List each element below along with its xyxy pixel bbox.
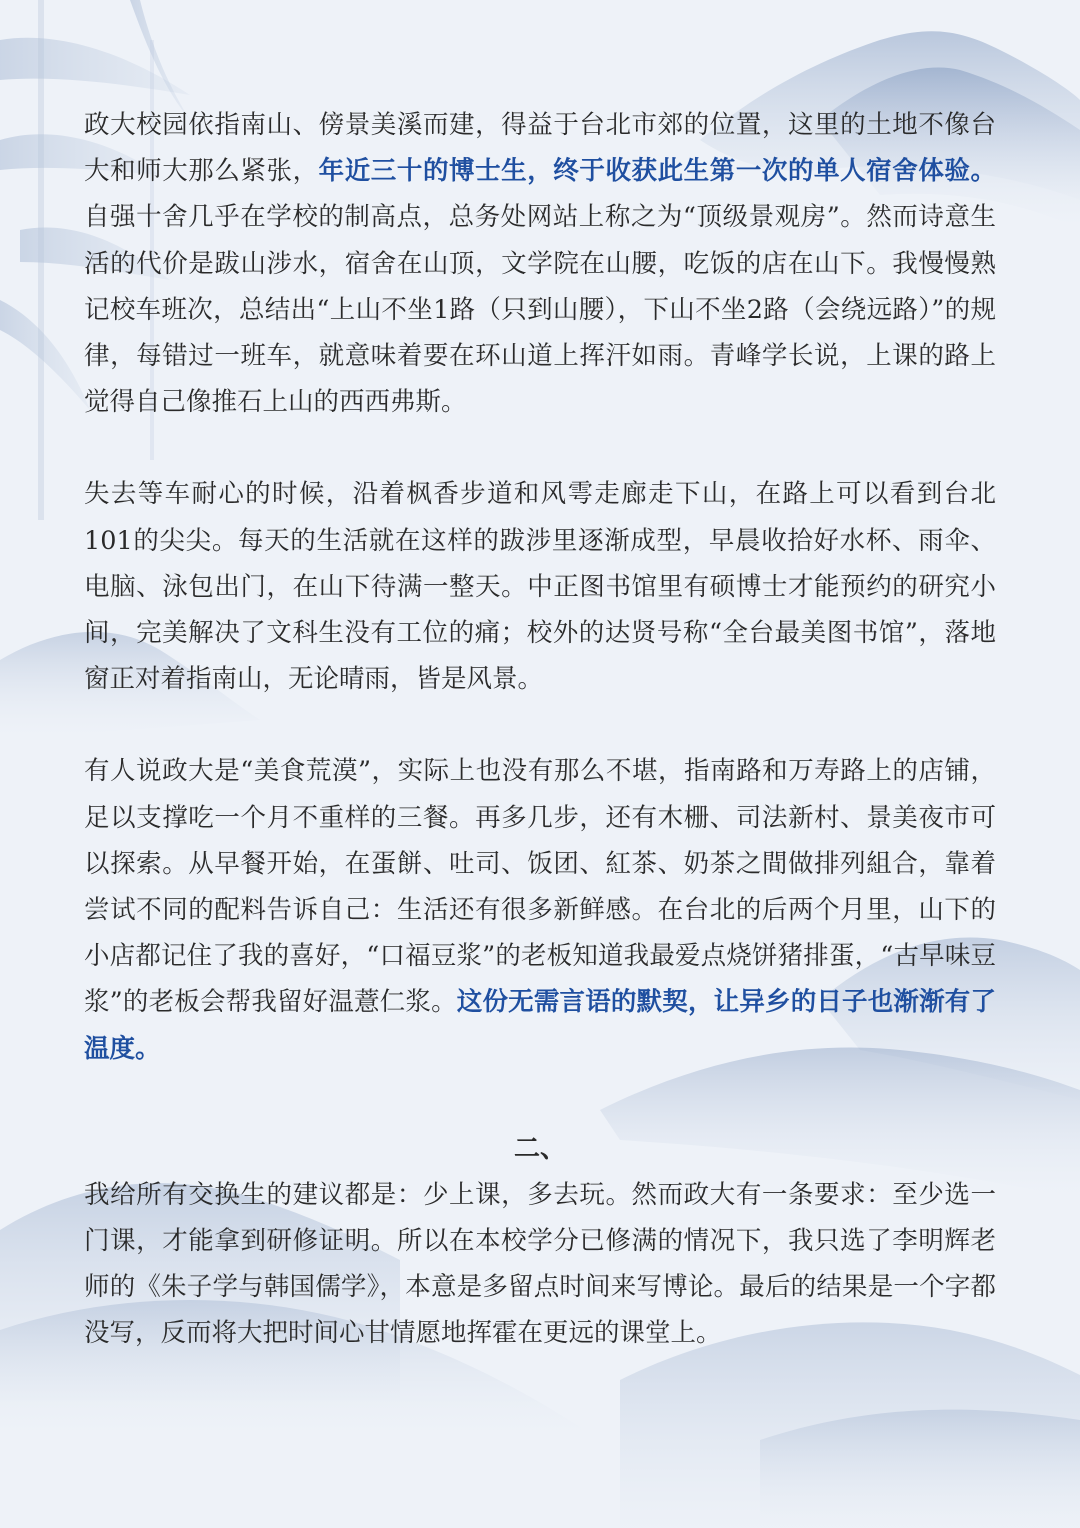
paragraph-1-text-a: 政大校园依指南山、傍景美溪而建，得益于台北市郊的位置，这里的土地不像台大和师大那么紧张， <box>84 110 996 187</box>
paragraph-3 <box>84 748 996 1071</box>
section-paragraph-text: 我给所有交换生的建议都是：少上课，多去玩。然而政大有一条要求：至少选一门课，才能拿到研修证明。所以在本校学分已修满的情况下，我只选了李明辉老师的《朱子学与韩国儒学》，本意是多留点时间来写博论。最后的结果是一个字都没写，反而将大把时间心甘情愿地挥霍在更远的课堂上。 <box>84 1179 996 1349</box>
paragraph-2 <box>84 471 996 702</box>
paragraph-3-highlight: 这份无需言语的默契，让异乡的日子也渐渐有了温度。 <box>84 987 996 1064</box>
section-paragraph <box>84 1172 996 1357</box>
paragraph-2-text: 失去等车耐心的时候，沿着枫香步道和风雩走廊走下山，在路上可以看到台北101的尖尖。每天的生活就在这样的跋涉里逐渐成型，早晨收拾好水杯、雨伞、电脑、泳包出门，在山下待满一整天。中正图书馆里有硕博士才能预约的研究小间，完美解决了文科生没有工位的痛；校外的达贤号称“全台最美图书馆”，落地窗正对着指南山，无论晴雨，皆是风景。 <box>84 479 996 695</box>
paragraph-1 <box>84 102 996 425</box>
section-heading: 二、 <box>513 1133 566 1164</box>
paragraph-1-highlight: 年近三十的博士生，终于收获此生第一次的单人宿舍体验。 <box>318 156 996 187</box>
paragraph-1-text-b: 自强十舍几乎在学校的制高点，总务处网站上称之为“顶级景观房”。然而诗意生活的代价是跋山涉水，宿舍在山顶，文学院在山腰，吃饭的店在山下。我慢慢熟记校车班次，总结出“上山不坐1路（只到山腰），下山不坐2路（会绕远路）”的规律，每错过一班车，就意味着要在环山道上挥汗如雨。青峰学长说，上课的路上觉得自己像推石上山的西西弗斯。 <box>84 202 996 418</box>
article-body <box>84 102 996 1357</box>
paragraph-3-text: 有人说政大是“美食荒漠”，实际上也没有那么不堪，指南路和万寿路上的店铺，足以支撑吃一个月不重样的三餐。再多几步，还有木栅、司法新村、景美夜市可以探索。从早餐开始，在蛋餅、吐司、饭团、紅茶、奶茶之間做排列組合，靠着尝试不同的配料告诉自己：生活还有很多新鲜感。在台北的后两个月里，山下的小店都记住了我的喜好，“口福豆浆”的老板知道我最爱点烧饼猪排蛋，“古早味豆浆”的老板会帮我留好温薏仁浆。 <box>84 756 996 1018</box>
